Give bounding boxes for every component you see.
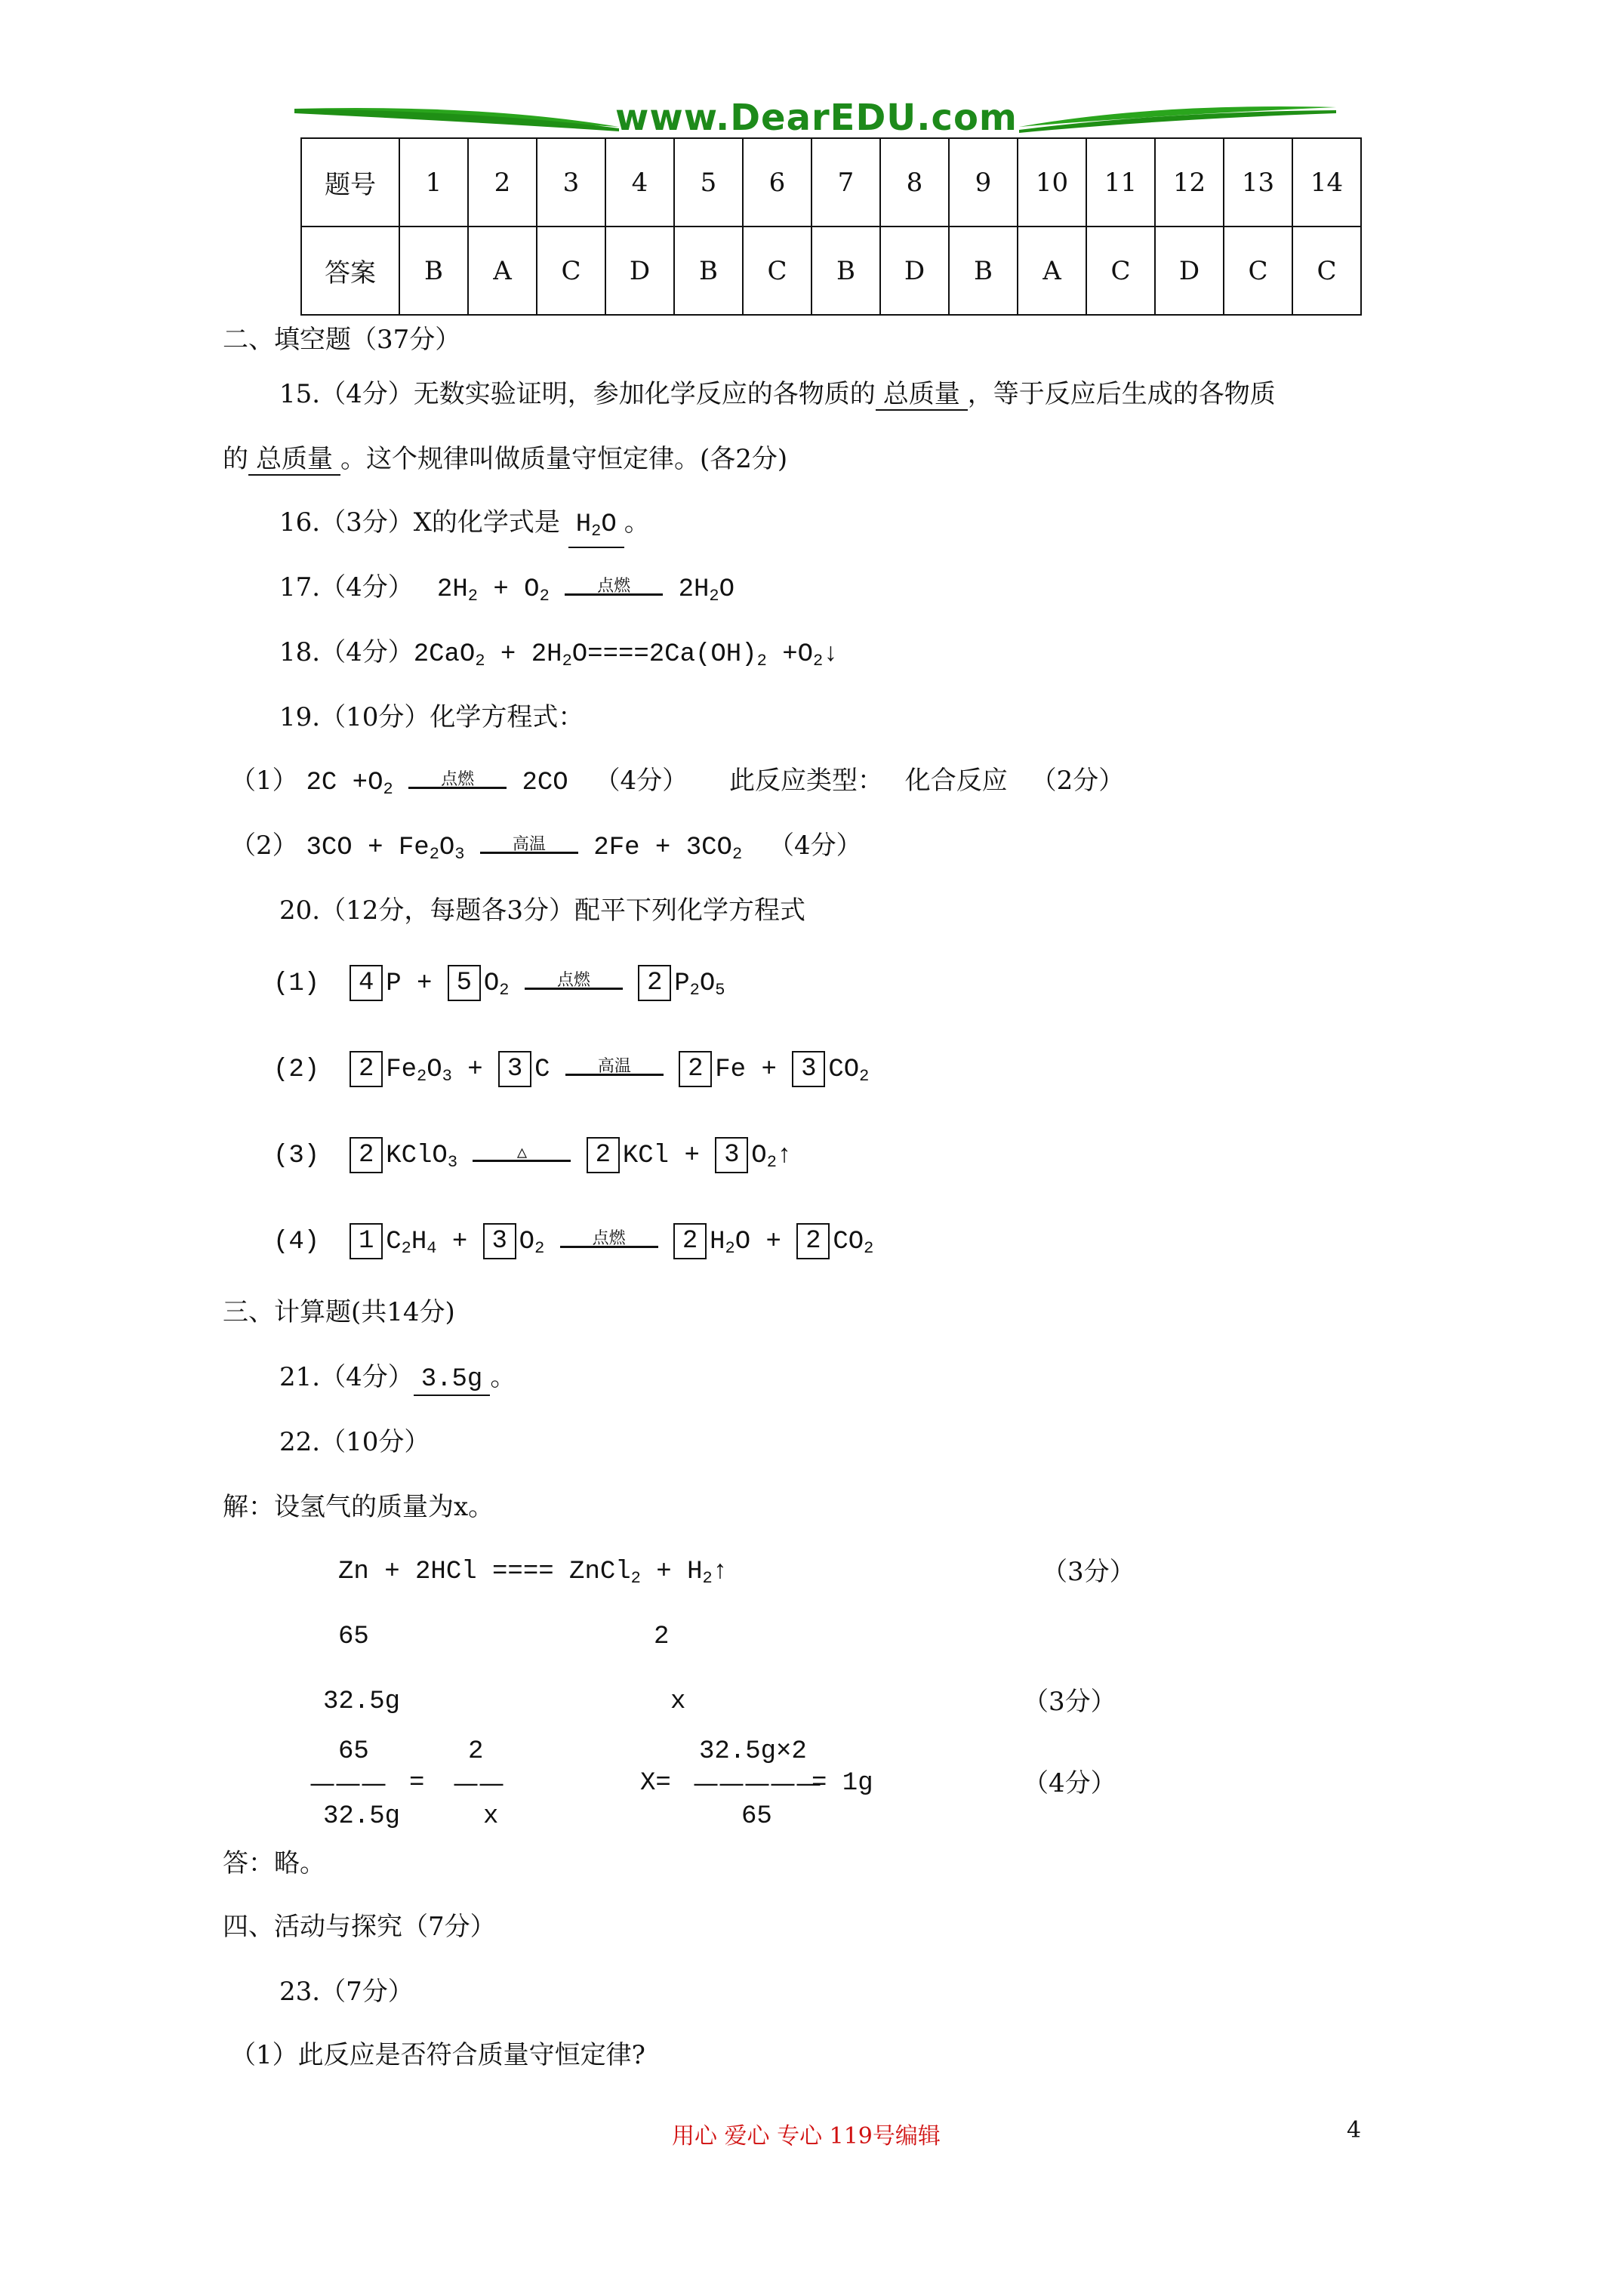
question-17	[279, 572, 735, 612]
balance-label: (1)	[273, 969, 320, 998]
table-cell: 3	[537, 138, 605, 227]
question-19: 19.（10分）化学方程式：	[279, 702, 584, 732]
table-cell: 13	[1224, 138, 1292, 227]
q16-answer-formula: $H_2O$	[568, 510, 624, 548]
question-15-line2	[223, 444, 787, 476]
coefficient-box: 3	[483, 1223, 516, 1259]
balance-label: (2)	[273, 1055, 320, 1084]
q19-2-label: （2）	[230, 831, 298, 861]
table-cell: C	[537, 227, 605, 315]
table-cell: D	[605, 227, 674, 315]
q16-text: 16.（3分）X的化学式是	[279, 507, 560, 538]
coefficient-box: 2	[673, 1223, 707, 1259]
balance-eq-2: (2) 2 $Fe_2O_3 + 3$ C 高温 2 Fe + 3 $CO_2$	[273, 1051, 869, 1092]
q15-text-c: 的	[223, 444, 248, 474]
table-row-numbers	[301, 138, 1361, 227]
reaction-arrow: 点燃	[560, 1226, 658, 1256]
balance-eq-3: (3) 2 KClO$_3$ △ 2 KCl + 3 $O_2↑$	[273, 1137, 792, 1178]
calc-equation: Zn + 2HCl ==== ZnCl$_2$ + $H_2↑$	[338, 1558, 728, 1588]
coefficient-box: 5	[448, 965, 481, 1001]
q21-blank: 3.5g	[414, 1364, 491, 1396]
coefficient-box: 3	[498, 1051, 531, 1087]
table-cell: C	[743, 227, 812, 315]
question-20: 20.（12分，每题各3分）配平下列化学方程式	[279, 895, 805, 926]
coefficient-box: 2	[350, 1051, 383, 1087]
q18-equation: $2CaO_2 + 2H_2O====2Ca(OH)_2$ $+O_2↓$	[413, 640, 839, 670]
reaction-arrow: 点燃	[408, 767, 507, 797]
table-cell: 5	[674, 138, 743, 227]
frac-32-5g-den: 32.5g	[323, 1802, 401, 1831]
q17-equation: $2H_2 + O_2$ 点燃 $2H_2O$	[421, 575, 735, 606]
balance-label: (4)	[273, 1227, 320, 1256]
q15-text-b: ，等于反应后生成的各物质	[967, 379, 1276, 409]
coefficient-box: 3	[715, 1137, 748, 1173]
q18-label: 18.（4分）	[279, 637, 414, 667]
table-cell: A	[1018, 227, 1086, 315]
q19-1-score: （4分）	[594, 766, 688, 796]
calc-score-3: （4分）	[1023, 1768, 1116, 1798]
q19-2-score: （4分）	[768, 831, 862, 861]
table-cell: 4	[605, 138, 674, 227]
question-15-line1	[279, 379, 1276, 411]
section-3-title: 三、计算题(共14分)	[223, 1297, 455, 1327]
table-cell: 7	[812, 138, 880, 227]
frac-line-3: —————	[693, 1768, 821, 1798]
reaction-arrow: 高温	[480, 832, 578, 862]
table-cell: C	[1224, 227, 1292, 315]
site-logo	[294, 97, 1336, 143]
q15-text-a: 15.（4分）无数实验证明，参加化学反应的各物质的	[279, 379, 876, 409]
answer-table	[300, 137, 1362, 316]
q19-1-label: （1）	[230, 766, 298, 796]
calc-x: x	[670, 1687, 686, 1716]
frac-line-1: ———	[310, 1768, 387, 1798]
q15-text-d: 。这个规律叫做质量守恒定律。(各2分)	[340, 444, 788, 474]
frac-x-den: x	[483, 1802, 499, 1831]
equals-sign: =	[409, 1769, 425, 1798]
table-cell: B	[812, 227, 880, 315]
calc-32-5g: 32.5g	[323, 1687, 401, 1716]
table-cell: 8	[880, 138, 949, 227]
answer-omitted: 答：略。	[223, 1848, 325, 1878]
table-header-answer: 答案	[301, 227, 399, 315]
q21-dot: 。	[490, 1362, 516, 1392]
question-19-2	[230, 831, 862, 870]
calc-65: 65	[338, 1623, 369, 1651]
coefficient-box: 2	[587, 1137, 620, 1173]
q21-label: 21.（4分）	[279, 1362, 414, 1392]
q19-1-type-score: （2分）	[1030, 766, 1125, 796]
question-22: 22.（10分）	[279, 1427, 430, 1457]
table-row-answers	[301, 227, 1361, 315]
table-cell: D	[880, 227, 949, 315]
table-cell: D	[1155, 227, 1224, 315]
table-cell: 14	[1292, 138, 1361, 227]
balance-eq-1: (1) 4 P + 5 $O_2$ 点燃 2 $P_2O_5$	[273, 965, 725, 1006]
coefficient-box: 2	[796, 1223, 830, 1259]
table-cell: B	[949, 227, 1018, 315]
q19-1-equation: $2C +O_2$ 点燃 2CO	[306, 769, 568, 799]
reaction-arrow: 点燃	[525, 968, 623, 998]
q19-1-type-value: 化合反应	[904, 766, 1008, 796]
coefficient-box: 1	[350, 1223, 383, 1259]
reaction-arrow: 点燃	[565, 574, 663, 604]
q19-1-type-label: 此反应类型：	[728, 766, 883, 796]
coefficient-box: 3	[792, 1051, 825, 1087]
reaction-arrow: 高温	[565, 1054, 664, 1084]
question-23: 23.（7分）	[279, 1977, 414, 2007]
footer-slogan: 用心 爱心 专心 119号编辑	[672, 2123, 941, 2150]
table-cell: 12	[1155, 138, 1224, 227]
balance-label: (3)	[273, 1141, 320, 1170]
table-cell: 6	[743, 138, 812, 227]
frac-line-2: ——	[453, 1768, 504, 1798]
q19-2-equation: $3CO + Fe_2O_3$ 高温 $2Fe + 3CO_2$	[306, 834, 743, 864]
calc-2: 2	[654, 1623, 670, 1651]
frac-65-den: 65	[741, 1802, 772, 1831]
section-4-title: 四、活动与探究（7分）	[223, 1912, 496, 1942]
q15-blank-2: 总质量	[248, 444, 340, 476]
table-cell: 11	[1086, 138, 1155, 227]
table-cell: A	[468, 227, 537, 315]
calc-result: = 1g	[812, 1769, 873, 1798]
q17-label: 17.（4分）	[279, 572, 414, 603]
question-19-1	[230, 766, 1124, 805]
coefficient-box: 2	[638, 965, 671, 1001]
logo-text: www.DearEDU.com	[615, 97, 1018, 139]
coefficient-box: 2	[350, 1137, 383, 1173]
table-cell: 10	[1018, 138, 1086, 227]
x-equals: X=	[640, 1769, 671, 1798]
table-header-number: 题号	[301, 138, 399, 227]
table-cell: B	[399, 227, 468, 315]
balance-eq-4: (4) 1 $C_2H_4 + 3$ $O_2$ 点燃 2 $H_2O + 2$ $CO_2$	[273, 1223, 873, 1264]
frac-65-num: 65	[338, 1737, 369, 1766]
q16-dot: 。	[624, 507, 650, 538]
section-2-title: 二、填空题（37分）	[223, 325, 461, 355]
reaction-arrow: △	[473, 1140, 571, 1170]
question-18	[279, 637, 839, 676]
question-21	[279, 1362, 516, 1396]
coefficient-box: 4	[350, 965, 383, 1001]
question-16	[279, 507, 650, 548]
table-cell: B	[674, 227, 743, 315]
frac-2-num: 2	[468, 1737, 484, 1766]
table-cell: C	[1292, 227, 1361, 315]
calc-score-1: （3分）	[1042, 1557, 1135, 1587]
calc-score-2: （3分）	[1023, 1687, 1116, 1717]
table-cell: 9	[949, 138, 1018, 227]
question-23-1: （1）此反应是否符合质量守恒定律?	[230, 2040, 645, 2070]
q15-blank-1: 总质量	[876, 379, 968, 411]
table-cell: 1	[399, 138, 468, 227]
page-number: 4	[1347, 2117, 1362, 2143]
solution-intro: 解：设氢气的质量为x。	[223, 1492, 494, 1522]
frac-top-expr: 32.5g×2	[699, 1737, 807, 1766]
table-cell: C	[1086, 227, 1155, 315]
coefficient-box: 2	[679, 1051, 712, 1087]
table-cell: 2	[468, 138, 537, 227]
